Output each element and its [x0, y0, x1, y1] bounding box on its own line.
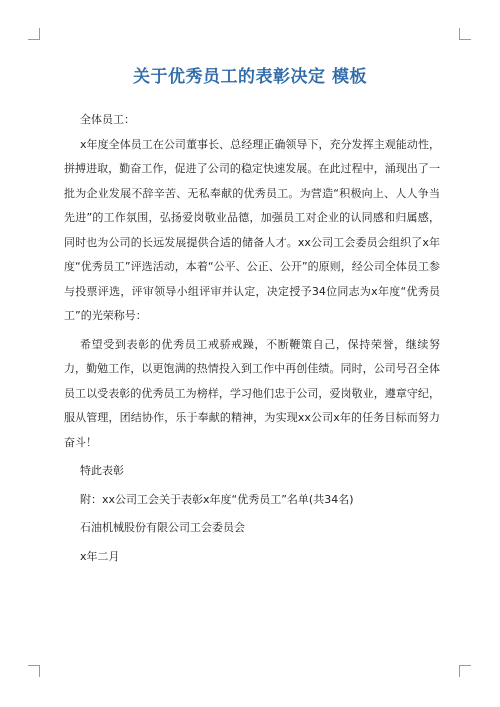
attachment-line: 附：xx公司工会关于表彰x年度“优秀员工”名单(共34名) [80, 492, 354, 506]
paragraph-commendation: x年度全体员工在公司董事长、总经理正确领导下，充分发挥主观能动性，拼搏进取，勤奋工作，促进了公司的稳定快速发展。在此过程中，涌现出了一批为企业发展不辞辛苦、无私奉献的优秀员工。为营造“积极向上、人人争当先进”的工作氛围，弘扬爱岗敬业品德，加强员工对企业的认同感和归属感，同时也为公司的长远发展提供合适的储备人才。xx公司工会委员会组织了x年度“优秀员工”评选活动，本着“公平、公正、公开”的原则，经公司全体员工参与投票评选，评审领导小组评审并认定，决定授予34位同志为x年度“优秀员工”的光荣称号： [64, 137, 440, 322]
date-line: x年二月 [80, 549, 120, 563]
crop-mark-bottom-left [28, 665, 40, 677]
document-title: 关于优秀员工的表彰决定 模板 [133, 67, 367, 87]
crop-mark-bottom-right [459, 665, 471, 677]
crop-mark-top-right [459, 28, 471, 40]
paragraph-encouragement: 希望受到表彰的优秀员工戒骄戒躁，不断鞭策自己，保持荣誉，继续努力，勤勉工作，以更饱满的热情投入到工作中再创佳绩。同时，公司号召全体员工以受表彰的优秀员工为榜样，学习他们忠于公司，爱岗敬业，遵章守纪，服从管理，团结协作，乐于奉献的精神，为实现xx公司x年的任务目标而努力奋斗！ [64, 337, 440, 449]
salutation: 全体员工： [80, 113, 135, 126]
document-body [64, 108, 440, 569]
signature-line: 石油机械股份有限公司工会委员会 [80, 521, 245, 534]
closing-line: 特此表彰 [80, 464, 124, 477]
crop-mark-top-left [28, 28, 40, 40]
